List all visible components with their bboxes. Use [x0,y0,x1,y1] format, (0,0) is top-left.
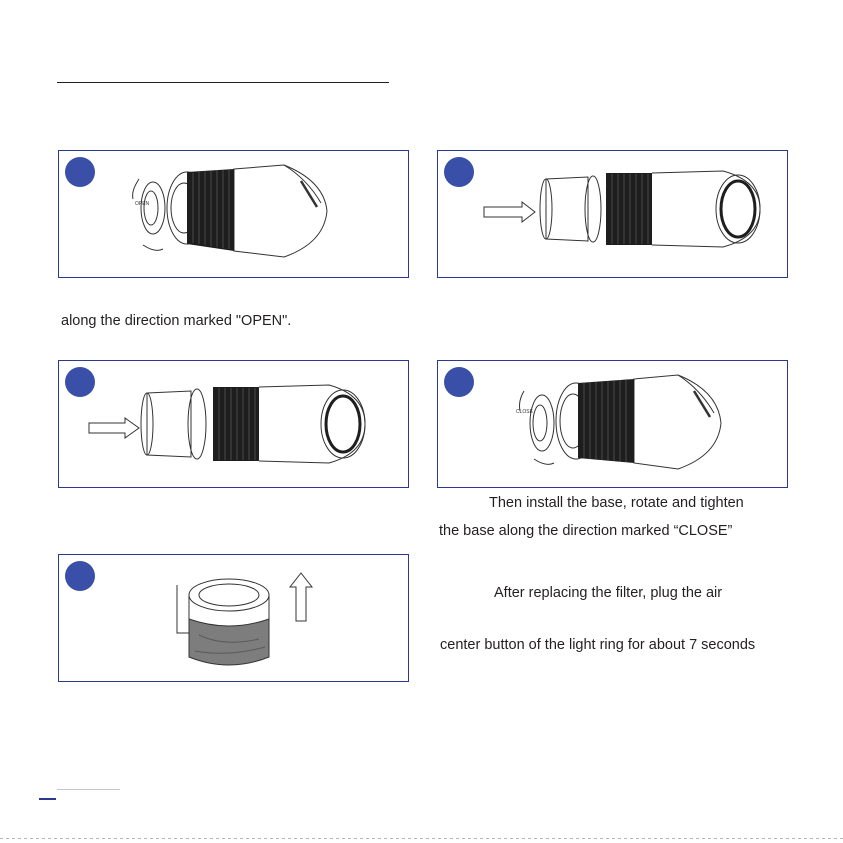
up-arrow-icon [290,573,312,621]
purifier-close-base-illustration [438,361,787,487]
step-1-caption: along the direction marked "OPEN". [61,313,292,329]
step-2-panel [437,150,788,278]
rotate-arrow-icon [520,391,525,411]
header-rule [57,82,389,83]
purifier-open-base-illustration [59,151,408,277]
step-4-caption-line-1: Then install the base, rotate and tighten [489,495,744,511]
close-label: CLOSE [516,409,533,415]
step-5-panel [58,554,409,682]
step-1-panel [58,150,409,278]
step-5-caption-line-1: After replacing the filter, plug the air [494,585,723,601]
page-marker [39,798,56,800]
rotate-arrow-icon [534,459,554,464]
right-arrow-icon [89,418,139,438]
step-4-panel [437,360,788,488]
open-label: OPEN [135,201,150,207]
purifier-insert-filter-illustration [59,361,408,487]
step-5-caption-line-2: center button of the light ring for about 7 seconds [440,637,756,653]
step-3-panel [58,360,409,488]
step-4-caption-line-2: the base along the direction marked “CLOSE” [439,523,733,539]
footer-rule [57,789,120,790]
right-arrow-icon [484,202,535,222]
bottom-dotted-edge [0,838,843,840]
filter-cover-illustration [59,555,408,681]
purifier-insert-filter-illustration [438,151,787,277]
